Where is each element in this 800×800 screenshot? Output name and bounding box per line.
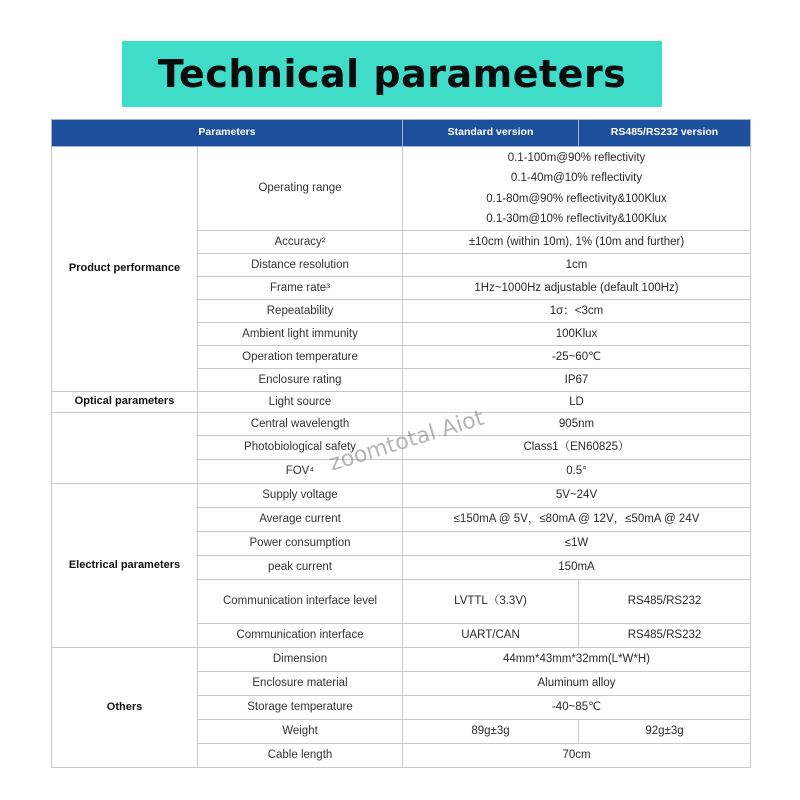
param-label: Dimension xyxy=(198,648,403,672)
param-value: IP67 xyxy=(403,369,751,392)
range-line: 0.1-40m@10% reflectivity xyxy=(510,172,643,184)
param-label: Communication interface level xyxy=(198,580,403,624)
param-label: Light source xyxy=(198,392,403,413)
table-header-row xyxy=(52,120,751,147)
header-parameters: Parameters xyxy=(52,120,403,147)
table-row xyxy=(52,484,751,508)
range-line: 0.1-80m@90% reflectivity&100Klux xyxy=(486,192,667,205)
range-line: 0.1-100m@90% reflectivity xyxy=(507,151,646,164)
param-value: 150mA xyxy=(403,556,751,580)
param-value: ±10cm (within 10m), 1% (10m and further) xyxy=(403,231,751,254)
param-value: 44mm*43mm*32mm(L*W*H) xyxy=(403,648,751,672)
page-title: Technical parameters xyxy=(157,52,627,96)
table-row xyxy=(52,413,751,436)
watermark-text: zoomtotal Aiot xyxy=(326,405,488,477)
param-label: Communication interface xyxy=(198,624,403,648)
param-value: 1Hz~1000Hz adjustable (default 100Hz) xyxy=(403,277,751,300)
param-label: Operating range xyxy=(198,147,403,231)
header-rs-version: RS485/RS232 version xyxy=(579,120,751,147)
param-value: 0.5° xyxy=(403,460,751,484)
param-label: Supply voltage xyxy=(198,484,403,508)
param-value-operating-range xyxy=(403,147,751,231)
param-value: ≤1W xyxy=(403,532,751,556)
param-label: Frame rate³ xyxy=(198,277,403,300)
header-standard-version: Standard version xyxy=(403,120,579,147)
param-value-standard: 89g±3g xyxy=(403,720,579,744)
category-optical-blank xyxy=(52,413,198,484)
param-label: Weight xyxy=(198,720,403,744)
category-electrical-parameters: Electrical parameters xyxy=(52,484,198,648)
category-others: Others xyxy=(52,648,198,768)
param-value: -40~85℃ xyxy=(403,696,751,720)
param-value-rs: 92g±3g xyxy=(579,720,751,744)
param-value-standard: UART/CAN xyxy=(403,624,579,648)
param-label: Enclosure material xyxy=(198,672,403,696)
table-row xyxy=(52,147,751,231)
param-label: Central wavelength xyxy=(198,413,403,436)
param-value: 100Klux xyxy=(403,323,751,346)
param-value: LD xyxy=(403,392,751,413)
category-product-performance: Product performance xyxy=(52,147,198,392)
spec-table xyxy=(51,119,751,768)
param-value-rs: RS485/RS232 xyxy=(579,624,751,648)
param-value: 1cm xyxy=(403,254,751,277)
table-row xyxy=(52,648,751,672)
param-value: Class1（EN60825） xyxy=(403,436,751,460)
param-value-rs: RS485/RS232 xyxy=(579,580,751,624)
param-value: -25~60℃ xyxy=(403,346,751,369)
param-label: Operation temperature xyxy=(198,346,403,369)
param-label: Photobiological safety xyxy=(198,436,403,460)
range-line: 0.1-30m@10% reflectivity&100Klux xyxy=(486,213,667,225)
param-label: Average current xyxy=(198,508,403,532)
param-value: 5V~24V xyxy=(403,484,751,508)
param-label: Storage temperature xyxy=(198,696,403,720)
param-label: Cable length xyxy=(198,744,403,768)
param-label: Power consumption xyxy=(198,532,403,556)
param-value: ≤150mA @ 5V，≤80mA @ 12V，≤50mA @ 24V xyxy=(403,508,751,532)
param-label: Distance resolution xyxy=(198,254,403,277)
param-value-standard: LVTTL（3.3V) xyxy=(403,580,579,624)
category-optical-parameters: Optical parameters xyxy=(52,392,198,413)
table-row xyxy=(52,392,751,413)
param-value: 905nm xyxy=(403,413,751,436)
param-label: Accuracy² xyxy=(198,231,403,254)
param-label: Enclosure rating xyxy=(198,369,403,392)
param-label: Repeatability xyxy=(198,300,403,323)
param-value: Aluminum alloy xyxy=(403,672,751,696)
param-value: 70cm xyxy=(403,744,751,768)
title-banner xyxy=(122,41,662,107)
param-label: FOV⁴ xyxy=(198,460,403,484)
param-label: Ambient light immunity xyxy=(198,323,403,346)
param-label: peak current xyxy=(198,556,403,580)
param-value: 1σ：<3cm xyxy=(403,300,751,323)
